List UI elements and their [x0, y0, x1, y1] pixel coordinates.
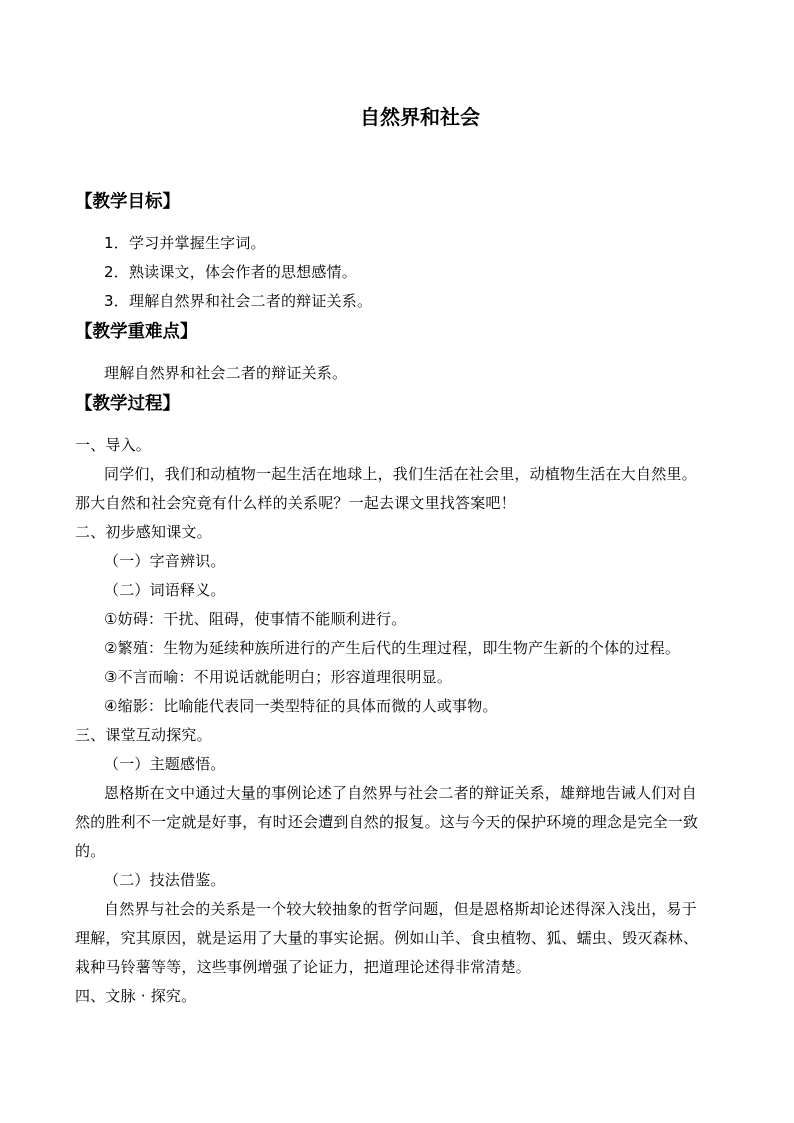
- goal-item-1: 1．学习并掌握生字词。: [104, 234, 266, 252]
- section-4-title: 四、文脉 · 探究。: [75, 987, 197, 1005]
- section-1-title: 一、导入。: [75, 436, 152, 454]
- keypoints-text: 理解自然界和社会二者的辩证关系。: [104, 364, 348, 382]
- goals-heading: 【教学目标】: [75, 192, 180, 212]
- section-2-sub-2: （二）词语释义。: [104, 581, 226, 599]
- section-2-sub-1: （一）字音辨识。: [104, 552, 226, 570]
- vocab-item-4: ④缩影：比喻能代表同一类型特征的具体而微的人或事物。: [104, 697, 498, 715]
- goal-item-2: 2．熟读课文，体会作者的思想感情。: [104, 263, 357, 281]
- section-3-title: 三、课堂互动探究。: [75, 726, 212, 744]
- technique-paragraph-line-3: 栽种马铃薯等等，这些事例增强了论证力，把道理论述得非常清楚。: [75, 958, 532, 976]
- section-3-sub-1: （一）主题感悟。: [104, 755, 226, 773]
- page-title: 自然界和社会: [360, 105, 480, 129]
- theme-paragraph-line-3: 的。: [75, 842, 106, 860]
- section-3-sub-2: （二）技法借鉴。: [104, 871, 226, 889]
- keypoints-heading: 【教学重难点】: [75, 322, 198, 342]
- vocab-item-1: ①妨碍：干扰、阻碍，使事情不能顺利进行。: [104, 610, 407, 628]
- technique-paragraph-line-1: 自然界与社会的关系是一个较大较抽象的哲学问题，但是恩格斯却论述得深入浅出，易于: [104, 900, 697, 918]
- goal-item-3: 3．理解自然界和社会二者的辩证关系。: [104, 292, 373, 310]
- vocab-item-3: ③不言而喻：不用说话就能明白；形容道理很明显。: [104, 668, 453, 686]
- process-heading: 【教学过程】: [75, 394, 180, 414]
- section-2-title: 二、初步感知课文。: [75, 523, 212, 541]
- vocab-item-2: ②繁殖：生物为延续种族所进行的产生后代的生理过程，即生物产生新的个体的过程。: [104, 639, 681, 657]
- section-1-paragraph-line-1: 同学们，我们和动植物一起生活在地球上，我们生活在社会里，动植物生活在大自然里。: [104, 465, 697, 483]
- section-1-paragraph-line-2: 那大自然和社会究竟有什么样的关系呢？一起去课文里找答案吧！: [75, 494, 516, 512]
- theme-paragraph-line-2: 然的胜利不一定就是好事，有时还会遭到自然的报复。这与今天的保护环境的理念是完全一致: [75, 813, 699, 831]
- technique-paragraph-line-2: 理解，究其原因，就是运用了大量的事实论据。例如山羊、食虫植物、狐、蠕虫、毁灭森林、: [75, 929, 699, 947]
- theme-paragraph-line-1: 恩格斯在文中通过大量的事例论述了自然界与社会二者的辩证关系，雄辩地告诫人们对自: [104, 784, 697, 802]
